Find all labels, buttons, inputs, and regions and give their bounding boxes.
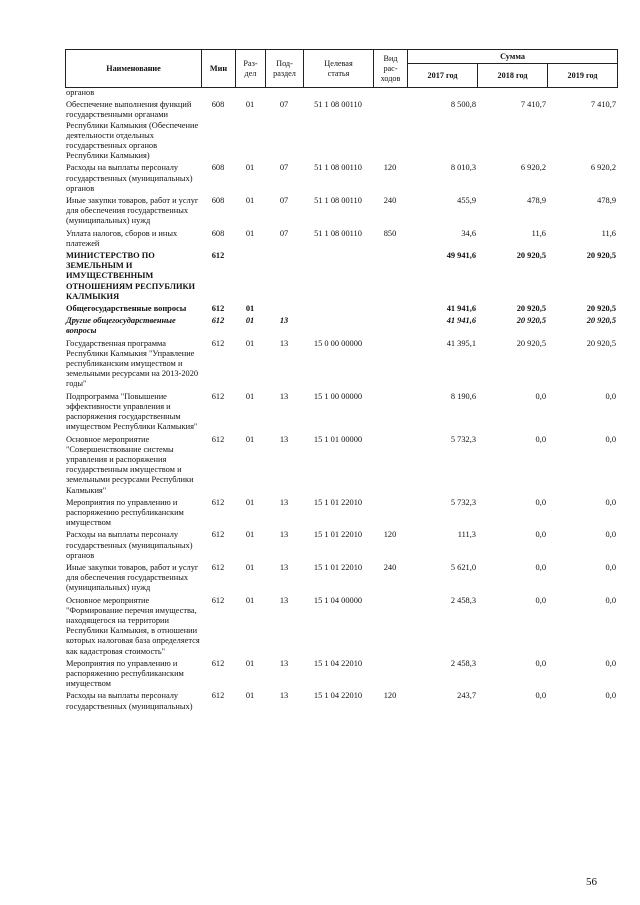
cell-min: 608 [211, 196, 225, 206]
cell-vr [373, 339, 407, 392]
cell-s19: 0,0 [605, 530, 616, 540]
cell-min: 612 [211, 562, 225, 572]
header-summa: Сумма [408, 50, 618, 64]
cell-min: 612 [211, 497, 225, 507]
cell-cs [303, 251, 373, 304]
cell-name: Подпрограмма "Повышение эффективности управления и распоряжения государственным имуществом Республики Калмыкия" [66, 391, 198, 432]
table-row [65, 229, 617, 251]
cell-s17: 243,7 [457, 691, 476, 701]
header-celevaya-1: Целевая [324, 58, 353, 68]
cell-pr: 13 [279, 316, 289, 326]
cell-name: Расходы на выплаты персоналу государственных (муниципальных) органов [66, 530, 193, 560]
cell-s19: 20 920,5 [586, 251, 616, 261]
header-vid-3: ходов [380, 73, 401, 83]
table-row [65, 251, 617, 304]
cell-pr [265, 304, 303, 316]
cell-s17: 41 395,1 [446, 338, 476, 348]
header-vid [374, 50, 408, 88]
cell-s17: 41 941,6 [446, 316, 476, 326]
cell-min: 612 [211, 691, 225, 701]
table-header [65, 49, 618, 88]
cell-name: Расходы на выплаты персоналу государственных (муниципальных) органов [66, 163, 193, 193]
table-row [65, 530, 617, 563]
cell-vr: 240 [383, 196, 397, 206]
cell-cs: 15 1 01 00000 [313, 434, 363, 444]
cell-s17: 5 732,3 [450, 497, 476, 507]
cell-s18: 6 920,2 [520, 163, 546, 173]
table-row [65, 304, 617, 316]
cell-pr [265, 251, 303, 304]
header-podrazdel [266, 50, 304, 88]
cell-s17: 5 732,3 [450, 434, 476, 444]
cell-vr: 240 [383, 562, 397, 572]
cell-pr: 13 [279, 658, 289, 668]
cell-min: 612 [211, 391, 225, 401]
cell-name: МИНИСТЕРСТВО ПО ЗЕМЕЛЬНЫМ И ИМУЩЕСТВЕННЫМ ОТНОШЕНИЯМ РЕСПУБЛИКИ КАЛМЫКИЯ [66, 251, 196, 301]
cell-s19: 0,0 [605, 658, 616, 668]
cell-pr: 13 [279, 434, 289, 444]
header-min: Мин [202, 50, 236, 88]
cell-rz: 01 [245, 595, 255, 605]
header-vid-1: Вид [383, 53, 398, 63]
cell-name: Иные закупки товаров, работ и услуг для обеспечения государственных (муниципальных) нужд [66, 196, 199, 226]
cell-s18 [477, 88, 547, 100]
cell-vr [373, 392, 407, 435]
cell-rz: 01 [245, 391, 255, 401]
cell-pr: 13 [279, 562, 289, 572]
cell-pr: 13 [279, 497, 289, 507]
cell-s19: 11,6 [601, 228, 616, 238]
cell-s18: 0,0 [535, 691, 546, 701]
cell-rz: 01 [245, 338, 255, 348]
cell-s18: 11,6 [531, 228, 546, 238]
cell-name: Государственная программа Республики Калмыкия "Управление республиканским имуществом и земельными ресурсами на 2013-2020 годы" [66, 338, 199, 389]
cell-s17: 2 458,3 [450, 595, 476, 605]
cell-name: Расходы на выплаты персоналу государственных (муниципальных) [66, 691, 193, 711]
cell-name: Общегосударственные вопросы [66, 304, 187, 314]
cell-s18: 20 920,5 [516, 251, 546, 261]
cell-s17: 455,9 [457, 196, 476, 206]
cell-cs: 15 1 04 22010 [313, 691, 363, 701]
cell-min: 612 [211, 434, 225, 444]
cell-cs: 51 1 08 00110 [314, 163, 362, 173]
cell-vr: 850 [383, 228, 397, 238]
cell-s19: 20 920,5 [586, 338, 616, 348]
cell-name: Уплата налогов, сборов и иных платежей [66, 228, 178, 248]
cell-s19: 6 920,2 [590, 163, 616, 173]
cell-rz: 01 [245, 691, 255, 701]
cell-s19: 0,0 [605, 391, 616, 401]
cell-min: 612 [211, 338, 225, 348]
cell-name: Другие общегосударственные вопросы [66, 316, 176, 336]
cell-name: Мероприятия по управлению и распоряжению республиканским имуществом [66, 658, 184, 689]
cell-min: 612 [211, 530, 225, 540]
cell-cs: 15 1 01 22010 [313, 497, 363, 507]
cell-s17: 8 010,3 [450, 163, 476, 173]
cell-vr [373, 435, 407, 498]
header-razdel [236, 50, 266, 88]
table-row [65, 196, 617, 229]
cell-pr: 13 [279, 530, 289, 540]
cell-min [201, 88, 235, 100]
cell-s18: 478,9 [527, 196, 546, 206]
cell-pr: 07 [279, 163, 289, 173]
table-row [65, 88, 617, 100]
cell-s18: 0,0 [535, 530, 546, 540]
cell-vr [373, 659, 407, 692]
header-celevaya [304, 50, 374, 88]
table-row [65, 596, 617, 659]
cell-cs [303, 316, 373, 338]
header-podrazdel-1: Под- [276, 58, 293, 68]
cell-name: Мероприятия по управлению и распоряжению республиканским имуществом [66, 497, 184, 528]
cell-rz: 01 [245, 562, 255, 572]
header-name: Наименование [66, 50, 202, 88]
table-row [65, 435, 617, 498]
table-row [65, 100, 617, 163]
cell-s19 [547, 88, 617, 100]
header-2017: 2017 год [408, 64, 478, 88]
cell-s19: 7 410,7 [590, 100, 616, 110]
cell-min: 612 [211, 658, 225, 668]
cell-s19: 0,0 [605, 497, 616, 507]
table-row [65, 339, 617, 392]
cell-rz: 01 [245, 100, 255, 110]
cell-min: 612 [211, 251, 225, 261]
cell-cs: 15 1 04 22010 [313, 658, 363, 668]
cell-pr: 07 [279, 196, 289, 206]
cell-s18: 0,0 [535, 595, 546, 605]
cell-s19: 478,9 [597, 196, 616, 206]
cell-min: 612 [211, 304, 225, 314]
cell-pr: 07 [279, 228, 289, 238]
cell-vr [373, 304, 407, 316]
cell-cs: 15 1 04 00000 [313, 595, 363, 605]
cell-s17: 8 190,6 [450, 391, 476, 401]
cell-cs: 51 1 08 00110 [314, 196, 362, 206]
table-row [65, 316, 617, 338]
cell-s19: 0,0 [605, 595, 616, 605]
cell-vr [373, 100, 407, 163]
table-row [65, 392, 617, 435]
header-2018: 2018 год [478, 64, 548, 88]
cell-s17: 41 941,6 [446, 304, 476, 314]
cell-vr [373, 316, 407, 338]
cell-vr: 120 [383, 530, 397, 540]
cell-rz: 01 [245, 228, 255, 238]
cell-s17: 49 941,6 [446, 251, 476, 261]
cell-cs: 15 1 00 00000 [313, 391, 363, 401]
header-podrazdel-2: раздел [273, 68, 296, 78]
cell-s18: 0,0 [535, 562, 546, 572]
cell-rz: 01 [245, 316, 255, 326]
cell-s17: 5 621,0 [450, 562, 476, 572]
cell-pr: 13 [279, 391, 289, 401]
table-row [65, 163, 617, 196]
cell-s19: 0,0 [605, 434, 616, 444]
header-razdel-2: дел [244, 68, 257, 78]
cell-min: 608 [211, 100, 225, 110]
table-row [65, 691, 617, 713]
cell-name: Иные закупки товаров, работ и услуг для обеспечения государственных (муниципальных) нужд [66, 562, 199, 593]
cell-cs [303, 88, 373, 100]
cell-s19: 20 920,5 [586, 304, 616, 314]
cell-vr [373, 251, 407, 304]
cell-name: Основное мероприятие "Совершенствование системы управления и распоряжения государственным имуществом и земельными ресурсами Республики Калмыкия" [66, 434, 194, 495]
cell-s18: 0,0 [535, 391, 546, 401]
cell-min: 612 [211, 595, 225, 605]
cell-rz: 01 [245, 163, 255, 173]
cell-s18: 0,0 [535, 434, 546, 444]
cell-pr: 13 [279, 338, 289, 348]
cell-cs [303, 304, 373, 316]
cell-name: Обеспечение выполнения функций государственными органами Республики Калмыкия (Обеспечение деятельности отдельных государственных органов Республики Калмыкия) [66, 100, 199, 161]
header-vid-2: рас- [383, 63, 398, 73]
cell-vr [373, 596, 407, 659]
cell-s18: 0,0 [535, 497, 546, 507]
budget-table [65, 88, 617, 714]
cell-s17: 111,3 [457, 530, 476, 540]
cell-s17: 2 458,3 [450, 658, 476, 668]
cell-min: 608 [211, 228, 225, 238]
cell-s17: 34,6 [461, 228, 476, 238]
budget-table-body [65, 88, 617, 714]
cell-s19: 0,0 [605, 691, 616, 701]
cell-cs: 51 1 08 00110 [314, 228, 362, 238]
cell-rz [235, 251, 265, 304]
cell-cs: 15 0 00 00000 [313, 338, 363, 348]
header-razdel-1: Раз- [243, 58, 258, 68]
cell-s18: 0,0 [535, 658, 546, 668]
cell-s19: 0,0 [605, 562, 616, 572]
cell-s18: 20 920,5 [516, 304, 546, 314]
cell-rz: 01 [245, 497, 255, 507]
cell-pr: 13 [279, 691, 289, 701]
cell-cs: 15 1 01 22010 [313, 562, 363, 572]
cell-name: Основное мероприятие "Формирование перечня имущества, находящегося на территории Республики Калмыкия, в отношении которых налоговая база определяется как кадастровая стоимость" [66, 595, 200, 656]
cell-min: 612 [211, 316, 225, 326]
cell-s19: 20 920,5 [586, 316, 616, 326]
cell-s18: 20 920,5 [516, 316, 546, 326]
cell-vr [373, 498, 407, 531]
cell-cs: 51 1 08 00110 [314, 100, 362, 110]
cell-s17: 8 500,8 [450, 100, 476, 110]
cell-rz: 01 [245, 196, 255, 206]
cell-s18: 7 410,7 [520, 100, 546, 110]
cell-name: органов [66, 88, 95, 97]
header-celevaya-2: статья [327, 68, 350, 78]
cell-vr: 120 [383, 163, 397, 173]
cell-rz: 01 [245, 530, 255, 540]
cell-cs: 15 1 01 22010 [313, 530, 363, 540]
cell-s17 [407, 88, 477, 100]
table-row [65, 563, 617, 596]
cell-rz: 01 [245, 434, 255, 444]
cell-s18: 20 920,5 [516, 338, 546, 348]
cell-pr [265, 88, 303, 100]
cell-rz: 01 [245, 304, 255, 314]
table-row [65, 659, 617, 692]
cell-pr: 13 [279, 595, 289, 605]
cell-rz [235, 88, 265, 100]
cell-vr [373, 88, 407, 100]
cell-vr: 120 [383, 691, 397, 701]
page-number: 56 [586, 876, 597, 888]
table-row [65, 498, 617, 531]
cell-min: 608 [211, 163, 225, 173]
cell-rz: 01 [245, 658, 255, 668]
header-2019: 2019 год [548, 64, 618, 88]
cell-pr: 07 [279, 100, 289, 110]
